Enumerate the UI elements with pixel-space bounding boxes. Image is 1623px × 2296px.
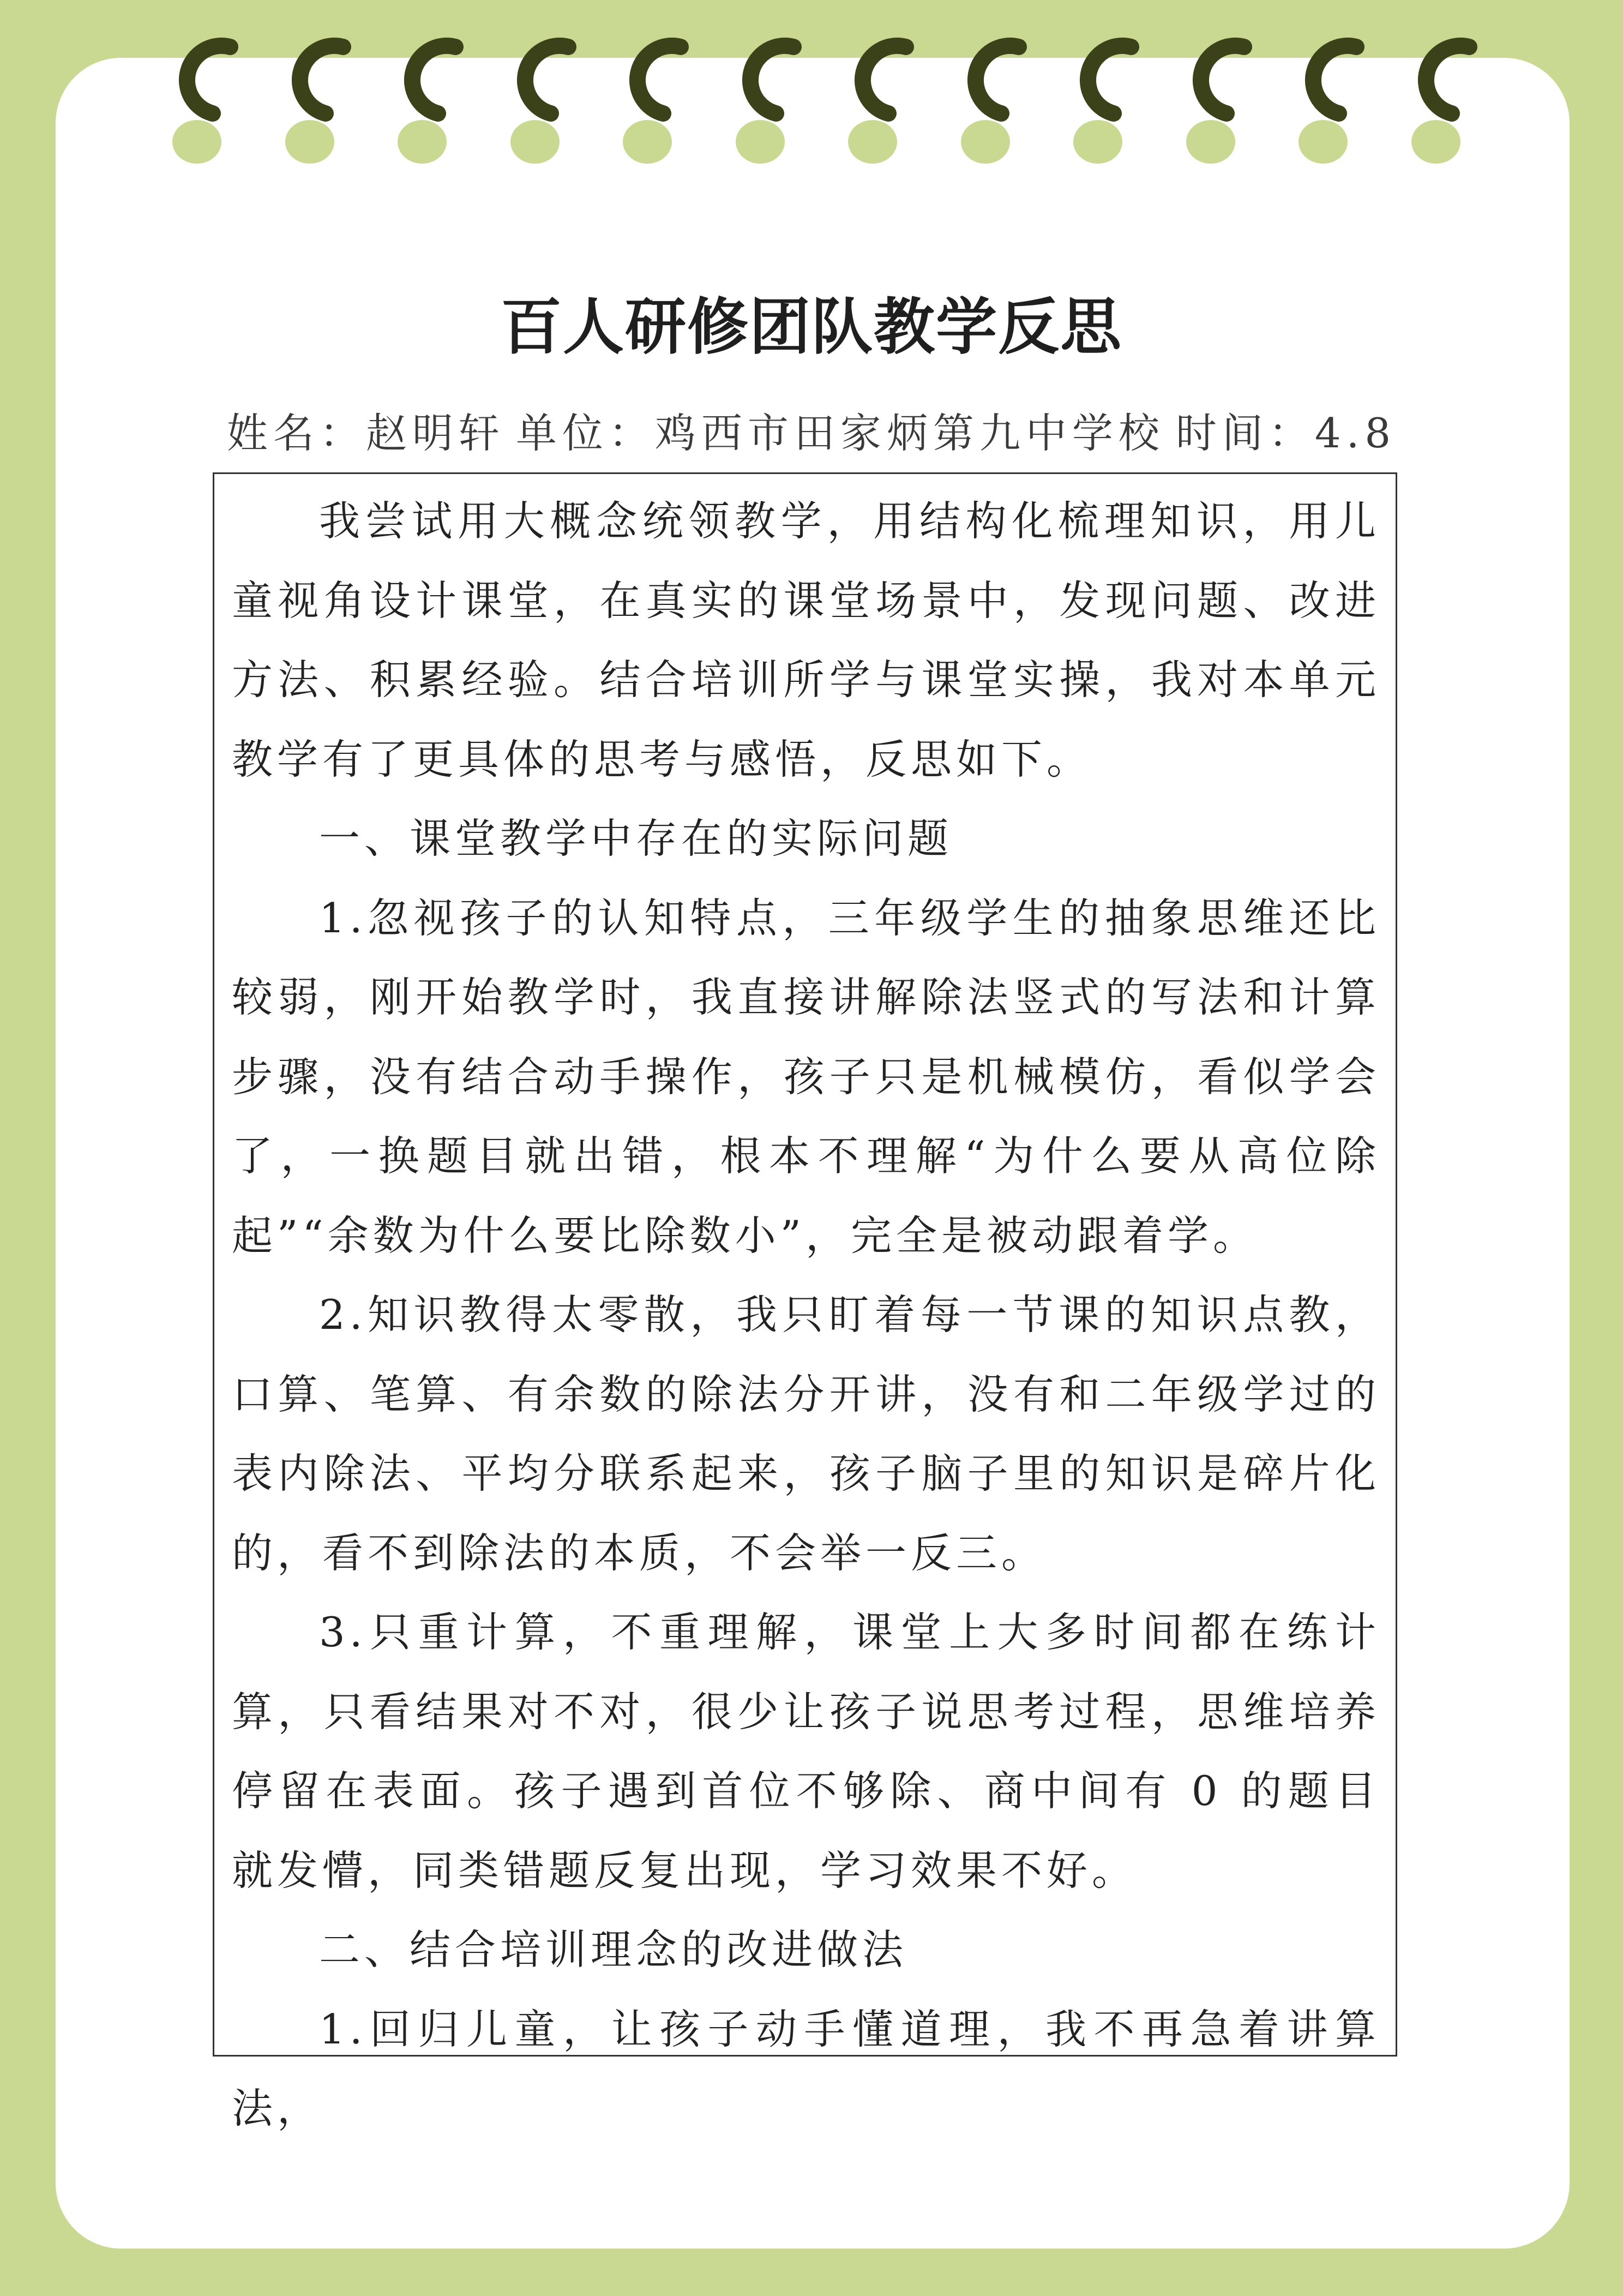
binder-ring-icon [1162, 28, 1255, 159]
binder-rings [0, 0, 1623, 175]
author-unit: 单位：鸡西市田家炳第九中学校 [515, 409, 1165, 457]
binder-ring-icon [824, 28, 917, 159]
binder-ring-icon [599, 28, 692, 159]
binder-ring-icon [374, 28, 466, 159]
heading-improvements: 二、结合培训理念的改进做法 [319, 1926, 908, 1974]
author-name: 姓名：赵明轩 [226, 409, 505, 457]
paragraph-problem-3: 3.只重计算，不重理解，课堂上大多时间都在练计算，只看结果对不对，很少让孩子说思考过程，思维培养停留在表面。孩子遇到首位不够除、商中间有 0 的题目就发懵，同类错题反复出现，学习效果不好。 [232, 1608, 1380, 1895]
reflection-text-box [213, 472, 1397, 2132]
binder-ring-icon [712, 28, 804, 159]
paragraph-problem-2: 2.知识教得太零散，我只盯着每一节课的知识点教，口算、笔算、有余数的除法分开讲，没有和二年级学过的表内除法、平均分联系起来，孩子脑子里的知识是碎片化的，看不到除法的本质，不会举一反三。 [232, 1291, 1380, 1577]
paragraph-problem-1: 1.忽视孩子的认知特点，三年级学生的抽象思维还比较弱，刚开始教学时，我直接讲解除法竖式的写法和计算步骤，没有结合动手操作，孩子只是机械模仿，看似学会了，一换题目就出错，根本不理解“为什么要从高位除起”“余数为什么要比除数小”，完全是被动跟着学。 [232, 894, 1380, 1260]
binder-ring-icon [261, 28, 354, 159]
paragraph-intro: 我尝试用大概念统领教学，用结构化梳理知识，用儿童视角设计课堂，在真实的课堂场景中，发现问题、改进方法、积累经验。结合培训所学与课堂实操，我对本单元教学有了更具体的思考与感悟，反思如下。 [232, 497, 1380, 783]
document-title: 百人研修团队教学反思 [501, 291, 1122, 363]
binder-ring-icon [486, 28, 579, 159]
binder-ring-icon [937, 28, 1030, 159]
binder-ring-icon [148, 28, 241, 159]
binder-ring-icon [1049, 28, 1142, 159]
binder-ring-icon [1275, 28, 1367, 159]
reflection-date: 时间：4.8 [1175, 409, 1397, 457]
author-info-line [0, 401, 1623, 459]
paragraph-improvement-1: 1.回归儿童，让孩子动手懂道理，我不再急着讲算法， [232, 2005, 1380, 2132]
binder-ring-icon [1387, 28, 1480, 159]
heading-problems: 一、课堂教学中存在的实际问题 [319, 814, 953, 862]
